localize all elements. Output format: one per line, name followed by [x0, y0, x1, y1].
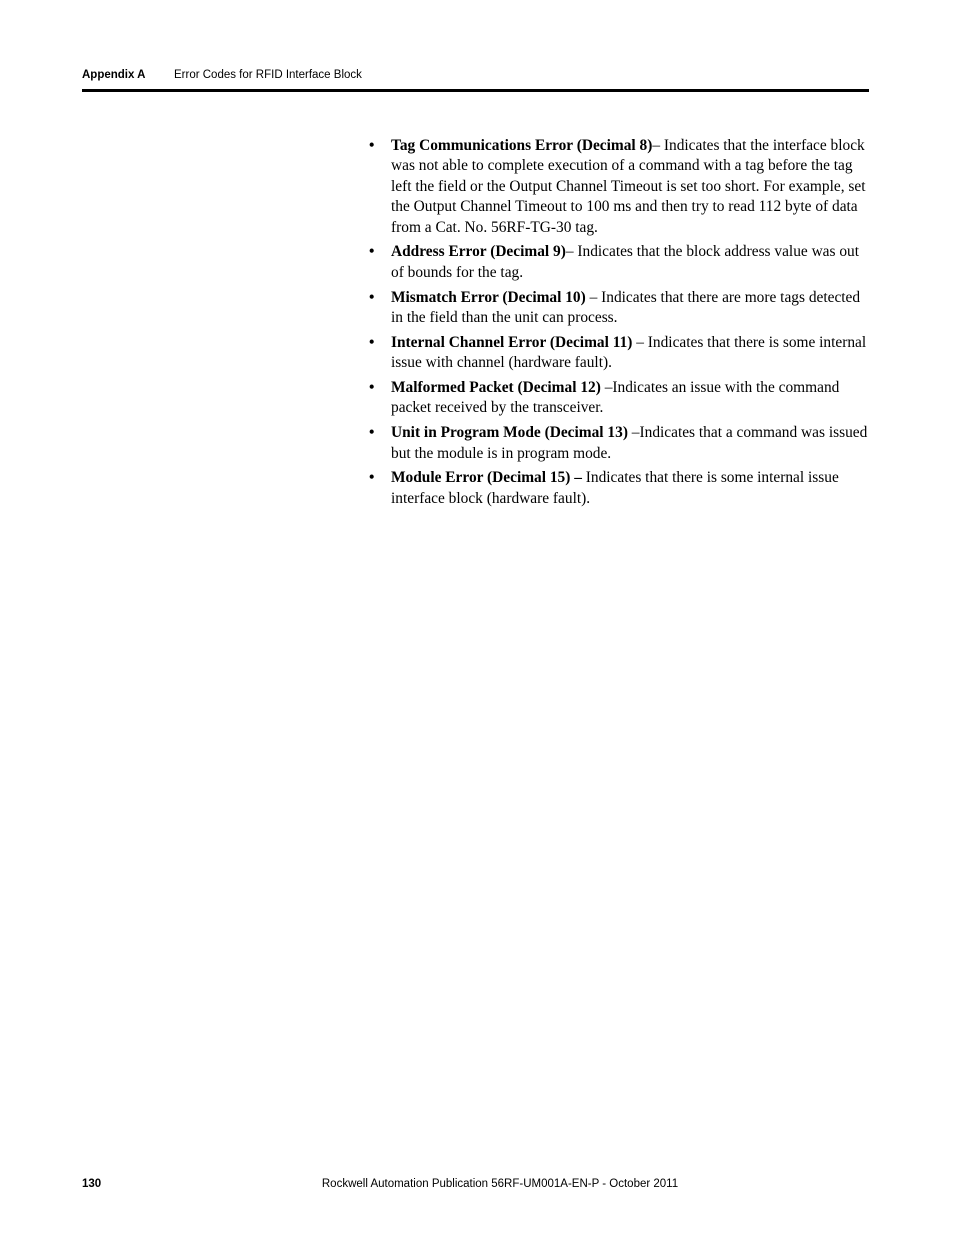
error-label: Tag Communications Error (Decimal 8): [391, 137, 653, 154]
error-description: – Indicates that the interface block was not able to complete execution of a command with a tag before the tag left the field or the Output Channel Timeout is set too short. For example, set the Output Channel Timeout to 100 ms and then try to read 112 byte of data from a Cat. No. 56RF-TG-30 tag.: [391, 137, 866, 236]
error-description: –Indicates that a command was issued but the module is in program mode.: [391, 424, 868, 462]
error-description: – Indicates that there is some internal issue with channel (hardware fault).: [391, 333, 867, 372]
list-item: [369, 468, 869, 509]
bullet-icon: •: [369, 469, 375, 487]
bullet-icon: •: [369, 288, 375, 306]
error-description: – Indicates that there are more tags detected in the field than the unit can process.: [391, 288, 861, 327]
list-item: [369, 242, 869, 283]
bullet-icon: •: [369, 333, 375, 351]
list-item: [369, 378, 869, 419]
body-content: [369, 136, 869, 514]
error-label: Address Error (Decimal 9): [391, 243, 566, 261]
list-item: [369, 423, 869, 464]
error-code-list: [369, 136, 869, 509]
error-description: –Indicates an issue with the command packet received by the transceiver.: [391, 379, 840, 417]
list-item: [369, 333, 869, 374]
appendix-label: Appendix A: [82, 69, 146, 81]
publication-info: Rockwell Automation Publication 56RF-UM001A-EN-P - October 2011: [321, 1178, 679, 1190]
error-label: Mismatch Error (Decimal 10): [391, 288, 586, 306]
error-description: Indicates that there is some internal issue interface block (hardware fault).: [391, 469, 839, 507]
bullet-icon: •: [369, 424, 375, 442]
header-rule: [82, 89, 869, 92]
error-label: Malformed Packet (Decimal 12): [391, 379, 601, 397]
bullet-icon: •: [369, 379, 375, 397]
error-label: Module Error (Decimal 15) –: [391, 469, 582, 487]
page-header: [82, 66, 869, 84]
list-item: [369, 136, 869, 238]
bullet-icon: •: [369, 243, 375, 261]
error-description: – Indicates that the block address value was out of bounds for the tag.: [391, 243, 860, 281]
list-item: [369, 288, 869, 329]
error-label: Unit in Program Mode (Decimal 13): [391, 424, 628, 442]
error-label: Internal Channel Error (Decimal 11): [391, 333, 633, 351]
bullet-icon: •: [369, 137, 375, 154]
page-number: 130: [82, 1178, 102, 1190]
chapter-title: Error Codes for RFID Interface Block: [174, 69, 362, 81]
